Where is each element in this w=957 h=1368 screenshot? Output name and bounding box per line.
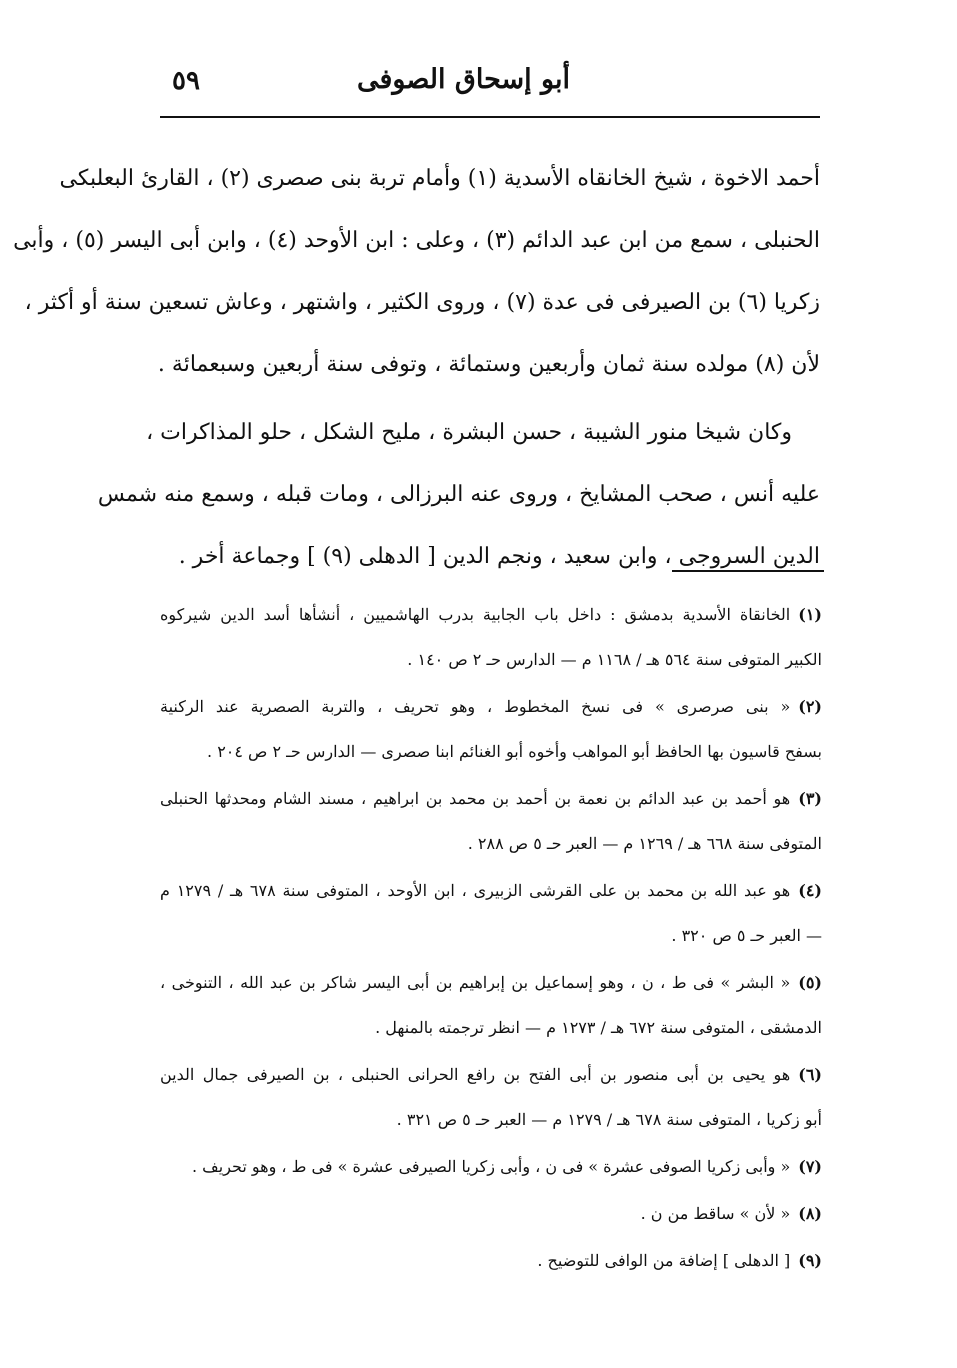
footnote-line	[160, 1052, 822, 1097]
footnote-number: (٨)	[798, 1204, 822, 1223]
footnote-line: الكبير المتوفى سنة ٥٦٤ هـ / ١١٦٨ م — الدارس حـ ٢ ص ١٤٠ .	[407, 650, 822, 669]
text-line: الحنبلى ، سمع من ابن عبد الدائم (٣) ، وعلى : ابن الأوحد (٤) ، وابن أبى اليسر (٥) ، وأبى	[13, 228, 820, 253]
footnote-text: « البشر » فى ط ، ن ، وهو إسماعيل بن إبراهيم بن أبى اليسر شاكر بن عبد الله ، التنوخى ،	[160, 973, 791, 992]
footnote-line: الدمشقى ، المتوفى سنة ٦٧٢ هـ / ١٢٧٣ م — انظر ترجمته بالمنهل .	[375, 1018, 822, 1037]
text-line: الدين السروجى ، وابن سعيد ، ونجم الدين [ الدهلى (٩) ] وجماعة أخر .	[178, 544, 820, 569]
footnote-rule	[672, 570, 824, 572]
footnote-line	[160, 592, 822, 637]
footnote-text: هو أحمد بن عبد الدائم بن نعمة بن أحمد بن محمد بن ابراهيم ، مسند الشام ومحدثها الحنبلى	[160, 789, 791, 808]
text-line: زكريا (٦) بن الصيرفى فى عدة (٧) ، وروى الكثير ، واشتهر ، وعاش تسعين سنة أو أكثر ،	[24, 290, 820, 315]
footnote-number: (١)	[798, 605, 822, 624]
page-number: ٥٩	[172, 66, 200, 96]
footnote-text: « بنى صرصرى » فى نسخ المخطوط ، وهو تحريف ، والتربة الصصرية عند الركنية	[160, 697, 791, 716]
footnote-line	[160, 684, 822, 729]
footnote-text: هو عبد الله بن محمد بن على القرشى الزبيرى ، ابن الأوحد ، المتوفى سنة ٦٧٨ هـ / ١٢٧٩ م	[160, 881, 791, 900]
footnote-number: (٥)	[798, 973, 822, 992]
footnote-line	[160, 776, 822, 821]
footnote-line: المتوفى سنة ٦٦٨ هـ / ١٢٦٩ م — العبر حـ ٥ ص ٢٨٨ .	[467, 834, 822, 853]
main-text	[13, 140, 820, 580]
footnote-number: (٢)	[798, 697, 822, 716]
footnote-number: (٩)	[798, 1251, 822, 1270]
footnote-line	[160, 960, 822, 1005]
footnote-number: (٣)	[798, 789, 822, 808]
running-title: أبو إسحاق الصوفى	[357, 64, 570, 95]
page-header	[160, 60, 820, 110]
footnote-text: « لأن » ساقط من ن .	[640, 1204, 791, 1223]
footnote-number: (٤)	[798, 881, 822, 900]
footnote-line	[160, 1238, 822, 1283]
footnote-text: الخانقاة الأسدية بدمشق : داخل باب الجابية بدرب الهاشميين ، أنشأها أسد الدين شيركوه	[160, 605, 791, 624]
text-line: لأن (٨) مولده سنة ثمان وأربعين وستمائة ، وتوفى سنة أربعين وسبعمائة .	[157, 352, 820, 377]
footnotes	[160, 592, 822, 1283]
footnote-text: « وأبى زكريا الصوفى عشرة » فى ن ، وأبى زكريا الصيرفى عشرة » فى ط ، وهو تحريف .	[192, 1157, 791, 1176]
footnote-line	[160, 1144, 822, 1189]
footnote-line: — العبر حـ ٥ ص ٣٢٠ .	[671, 926, 822, 945]
footnote-number: (٧)	[798, 1157, 822, 1176]
footnote-line: بسفح قاسيون بها الحافظ أبو المواهب وأخوه أبو الغنائم ابنا صصرى — الدارس حـ ٢ ص ٢٠٤ .	[207, 742, 822, 761]
header-rule	[160, 116, 820, 118]
footnote-text: هو يحيى بن أبى منصور بن أبى الفتح بن رافع الحرانى الحنبلى ، بن الصيرفى جمال الدين	[160, 1065, 791, 1084]
footnote-text: [ الدهلى ] إضافة من الوافى للتوضيح .	[537, 1251, 791, 1270]
footnote-line	[160, 1191, 822, 1236]
footnote-line: أبو زكريا ، المتوفى سنة ٦٧٨ هـ / ١٢٧٩ م — العبر حـ ٥ ص ٣٢١ .	[396, 1110, 822, 1129]
text-line: عليه أنس ، صحب المشايخ ، وروى عنه البرزالى ، ومات قبله ، وسمع منه شمس	[97, 482, 820, 507]
text-line: أحمد الاخوة ، شيخ الخانقاه الأسدية (١) وأمام تربة بنى صصرى (٢) ، القارئ البعلبكى	[59, 166, 820, 191]
footnote-line	[160, 868, 822, 913]
text-line: وكان شيخا منور الشيبة ، حسن البشرة ، مليح الشكل ، حلو المذاكرات ،	[146, 420, 792, 445]
footnote-number: (٦)	[798, 1065, 822, 1084]
